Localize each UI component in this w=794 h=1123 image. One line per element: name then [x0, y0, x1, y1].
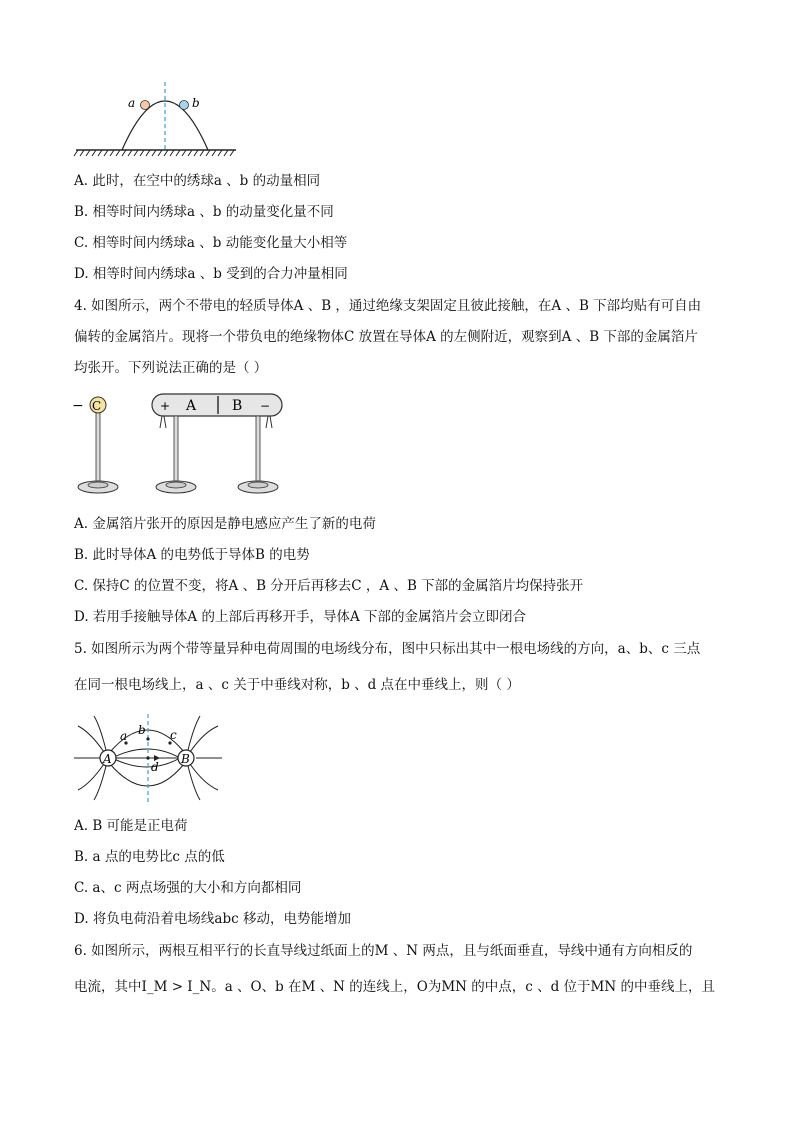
label-a: A	[186, 398, 197, 414]
label-c: C	[92, 399, 102, 413]
figure-field-lines	[72, 712, 224, 804]
q4-option-c: C. 保持C 的位置不变，将A 、B 分开后再移去C ，A 、B 下部的金属箔片均保持张开	[74, 578, 584, 594]
q3-option-b: B. 相等时间内绣球a 、b 的动量变化量不同	[74, 204, 334, 220]
q4-option-a: A. 金属箔片张开的原因是静电感应产生了新的电荷	[74, 516, 376, 532]
point-d	[146, 756, 149, 759]
minus-sign-c: −	[72, 398, 84, 414]
q4-option-b: B. 此时导体A 的电势低于导体B 的电势	[74, 547, 310, 563]
foil-a	[160, 416, 166, 428]
q4-stem-line-2: 偏转的金属箔片。现将一个带负电的绝缘物体C 放置在导体A 的左侧附近，观察到A 、B 下部的金属箔片	[74, 329, 698, 345]
q5-stem-line-2: 在同一根电场线上，a 、c 关于中垂线对称，b 、d 点在中垂线上，则（ ）	[74, 677, 520, 693]
figure-ball-trajectory	[70, 82, 250, 162]
label-b: b	[138, 723, 146, 737]
q3-option-a: A. 此时，在空中的绣球a 、b 的动量相同	[74, 173, 321, 189]
minus-sign-b: −	[260, 399, 271, 413]
q5-stem-line-1: 5. 如图所示为两个带等量异种电荷周围的电场线分布，图中只标出其中一根电场线的方向，a、b、c 三点	[74, 641, 701, 657]
label-b: B	[232, 398, 243, 414]
figure-conductors	[70, 388, 300, 500]
q6-stem-line-1: 6. 如图所示，两根互相平行的长直导线过纸面上的M 、N 两点，且与纸面垂直，导线中通有方向相反的	[74, 943, 693, 959]
q4-stem-line-3: 均张开。下列说法正确的是（ ）	[74, 360, 268, 376]
q4-option-d: D. 若用手接触导体A 的上部后再移开手，导体A 下部的金属箔片会立即闭合	[74, 609, 527, 625]
ball-b	[180, 101, 189, 110]
label-d: d	[151, 760, 159, 774]
q6-stem-line-2: 电流，其中I_M > I_N。a 、O、b 在M 、N 的连线上，O为MN 的中点，c 、d 位于MN 的中垂线上，且	[74, 979, 715, 995]
label-A: A	[103, 752, 112, 766]
ball-a	[141, 101, 150, 110]
q3-option-c: C. 相等时间内绣球a 、b 动能变化量大小相等	[74, 235, 348, 251]
label-c: c	[170, 728, 177, 742]
label-b: b	[192, 96, 200, 110]
q5-option-c: C. a、c 两点场强的大小和方向都相同	[74, 880, 302, 896]
point-b	[146, 737, 149, 740]
q4-stem-line-1: 4. 如图所示，两个不带电的轻质导体A 、B ，通过绝缘支架固定且彼此接触，在A 、B 下部均贴有可自由	[74, 298, 702, 314]
plus-sign: +	[160, 399, 171, 413]
foil-b	[266, 416, 272, 428]
label-B: B	[181, 752, 190, 766]
label-a: a	[120, 729, 128, 743]
q5-option-d: D. 将负电荷沿着电场线abc 移动，电势能增加	[74, 911, 351, 927]
label-a: a	[128, 96, 136, 110]
q3-option-d: D. 相等时间内绣球a 、b 受到的合力冲量相同	[74, 266, 348, 282]
q5-option-a: A. B 可能是正电荷	[74, 818, 188, 834]
q5-option-b: B. a 点的电势比c 点的低	[74, 849, 225, 865]
